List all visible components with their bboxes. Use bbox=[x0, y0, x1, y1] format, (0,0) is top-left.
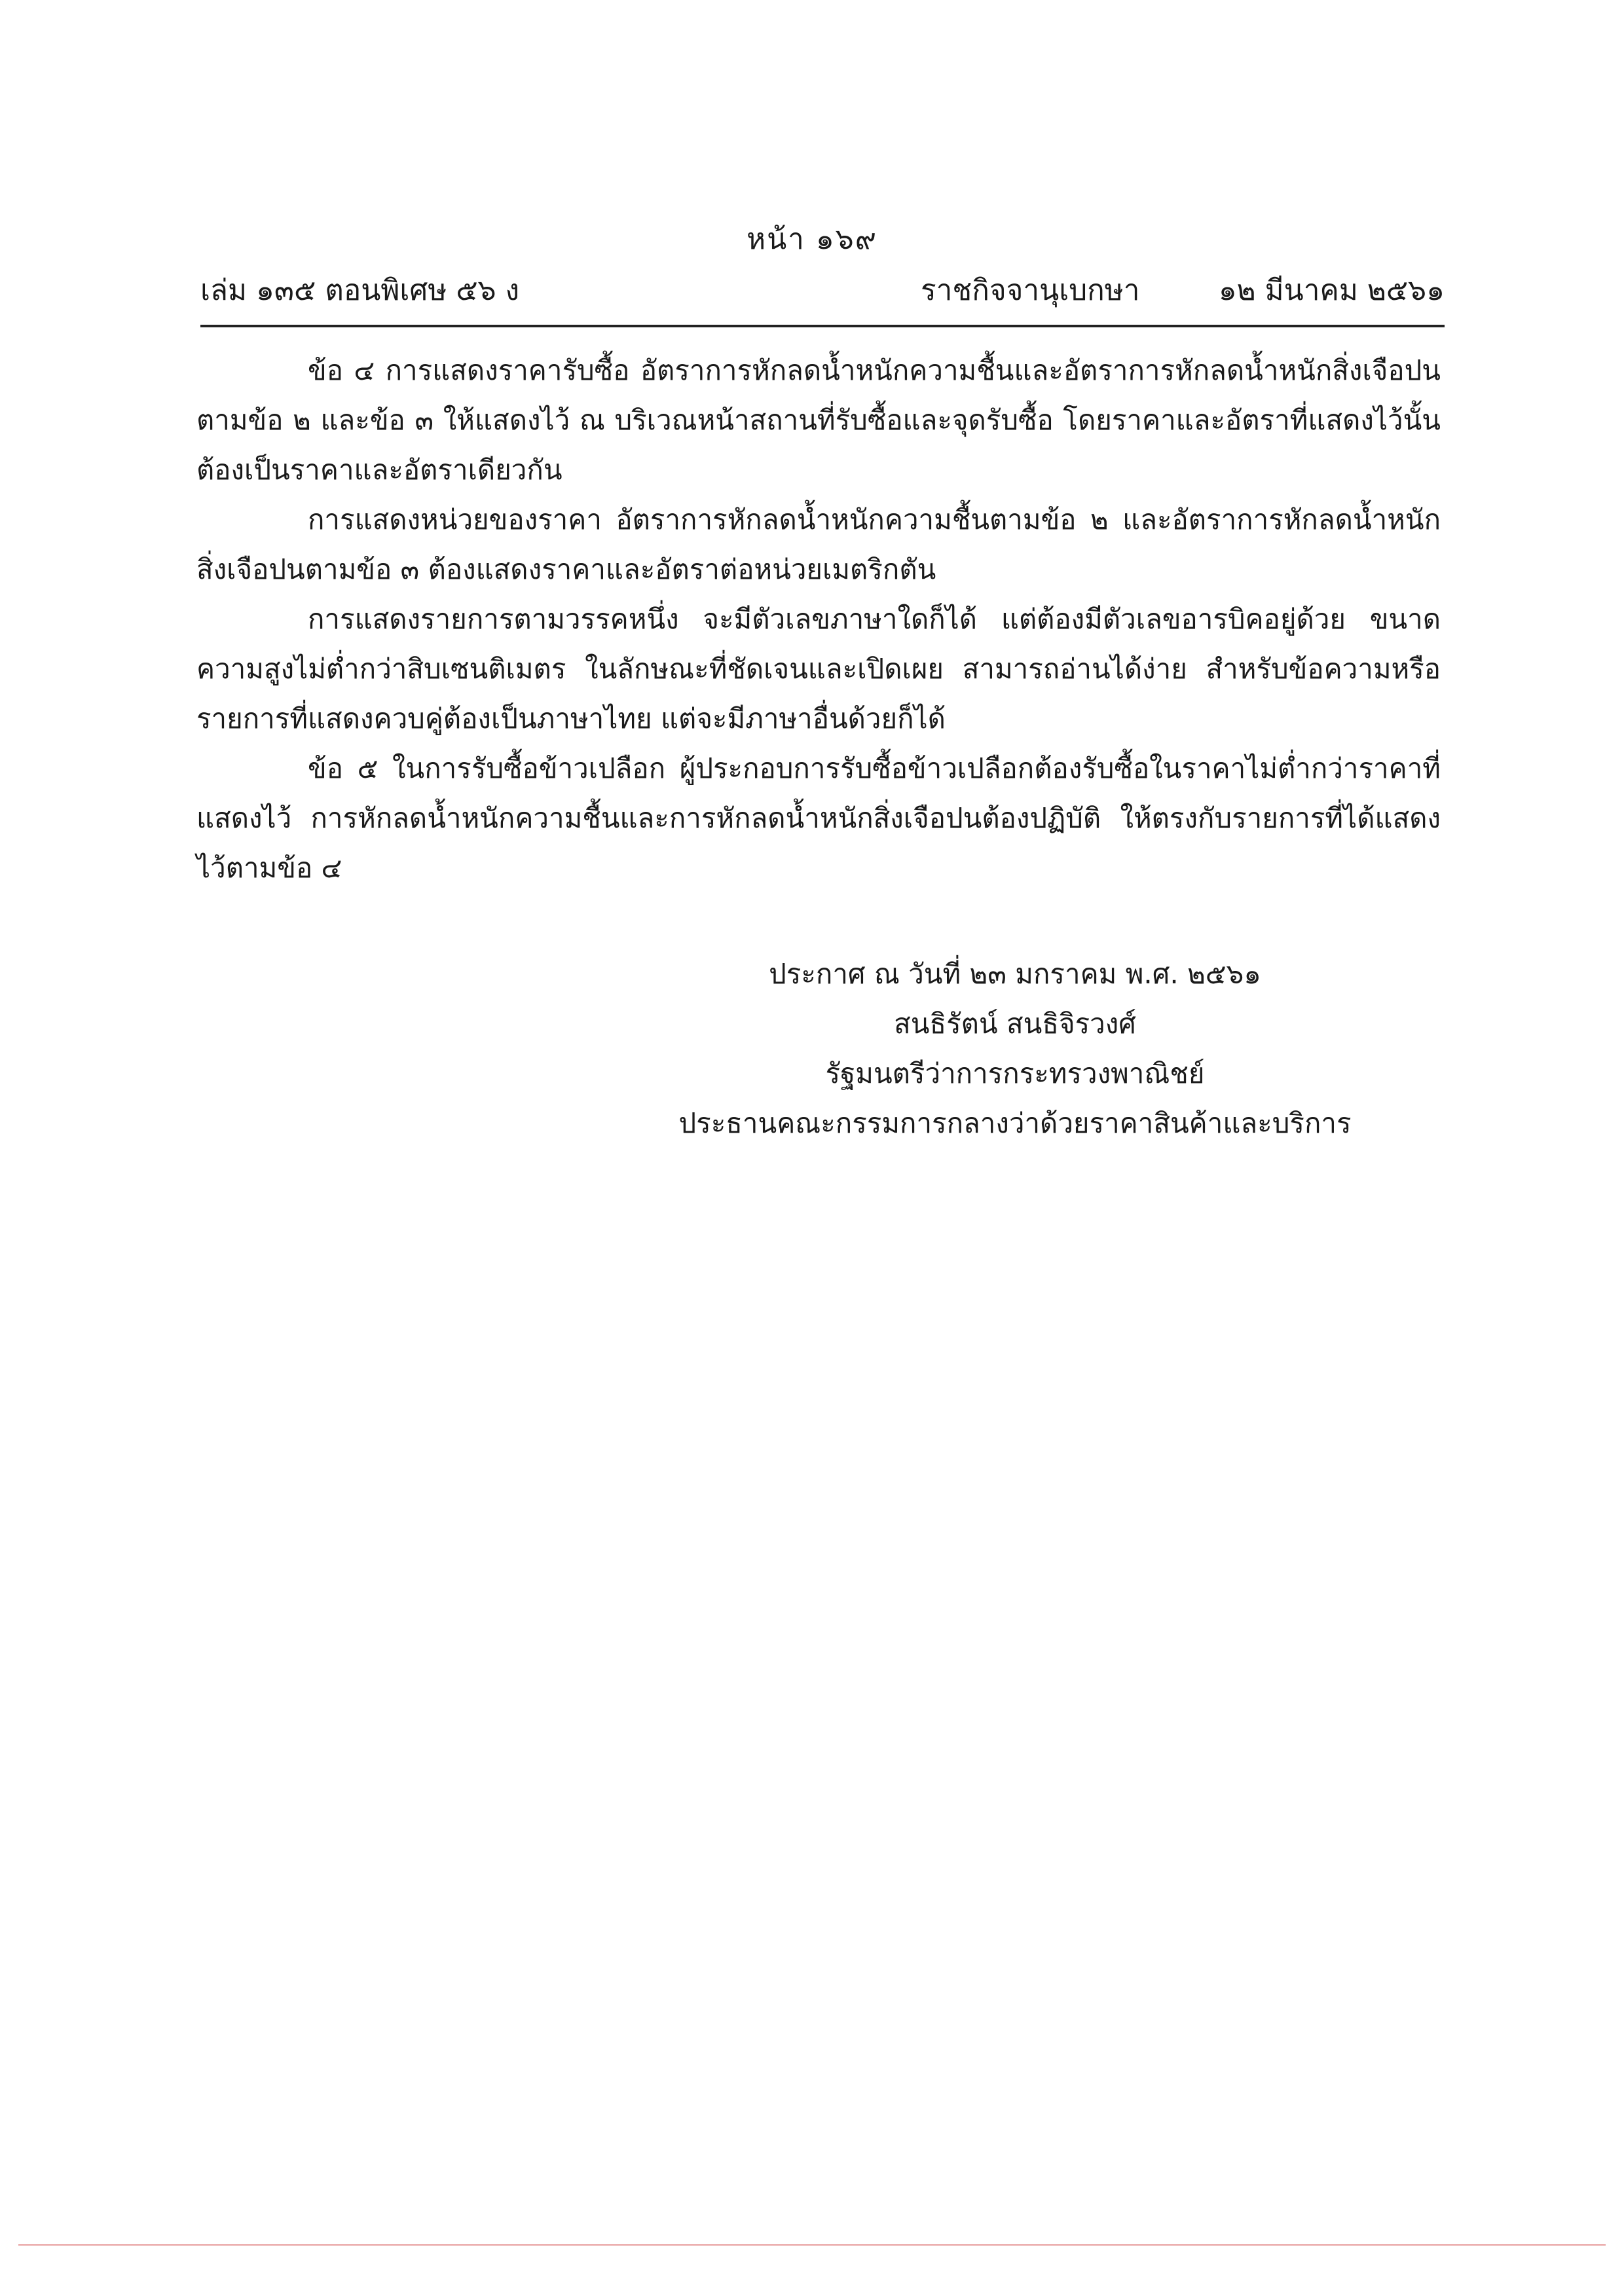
footer-line bbox=[18, 2244, 1606, 2246]
gazette-header bbox=[200, 267, 1445, 313]
signatory-name: สนธิรัตน์ สนธิจิรวงศ์ bbox=[894, 1008, 1136, 1040]
announcement-date: ประกาศ ณ วันที่ ๒๓ มกราคม พ.ศ. ๒๕๖๑ bbox=[769, 958, 1261, 990]
header-divider bbox=[200, 325, 1445, 327]
page-number: หน้า ๑๖๙ bbox=[747, 223, 877, 256]
paragraph-display-rules: การแสดงรายการตามวรรคหนึ่ง จะมีตัวเลขภาษาใดก็ได้ แต่ต้องมีตัวเลขอารบิคอยู่ด้วย ขนาดความสูงไม่ต่ำกว่าสิบเซนติเมตร ในลักษณะที่ชัดเจนและเปิดเผย สามารถอ่านได้ง่าย สำหรับข้อความหรือรายการที่แสดงควบคู่ต้องเป็นภาษาไทย แต่จะมีภาษาอื่นด้วยก็ได้ bbox=[196, 603, 1441, 735]
signatory-role: ประธานคณะกรรมการกลางว่าด้วยราคาสินค้าและบริการ bbox=[678, 1107, 1352, 1139]
paragraph-clause-4: ข้อ ๔ การแสดงราคารับซื้อ อัตราการหักลดน้ำหนักความชื้นและอัตราการหักลดน้ำหนักสิ่งเจือปนตามข้อ ๒ และข้อ ๓ ให้แสดงไว้ ณ บริเวณหน้าสถานที่รับซื้อและจุดรับซื้อ โดยราคาและอัตราที่แสดงไว้นั้นต้องเป็นราคาและอัตราเดียวกัน bbox=[196, 354, 1441, 486]
gazette-title: ราชกิจจานุเบกษา bbox=[921, 274, 1140, 307]
paragraph-price-units: การแสดงหน่วยของราคา อัตราการหักลดน้ำหนักความชื้นตามข้อ ๒ และอัตราการหักลดน้ำหนักสิ่งเจือปนตามข้อ ๓ ต้องแสดงราคาและอัตราต่อหน่วยเมตริกตัน bbox=[196, 503, 1441, 585]
publication-date: ๑๒ มีนาคม ๒๕๖๑ bbox=[1218, 274, 1445, 307]
signatory-position: รัฐมนตรีว่าการกระทรวงพาณิชย์ bbox=[825, 1057, 1205, 1089]
paragraph-clause-5: ข้อ ๕ ในการรับซื้อข้าวเปลือก ผู้ประกอบการรับซื้อข้าวเปลือกต้องรับซื้อในราคาไม่ต่ำกว่าราคาที่แสดงไว้ การหักลดน้ำหนักความชื้นและการหักลดน้ำหนักสิ่งเจือปนต้องปฏิบัติ ให้ตรงกับรายการที่ได้แสดงไว้ตามข้อ ๔ bbox=[196, 752, 1441, 884]
signature-block bbox=[655, 949, 1375, 1148]
document-body bbox=[196, 346, 1441, 893]
volume-issue: เล่ม ๑๓๕ ตอนพิเศษ ๕๖ ง bbox=[200, 274, 520, 307]
